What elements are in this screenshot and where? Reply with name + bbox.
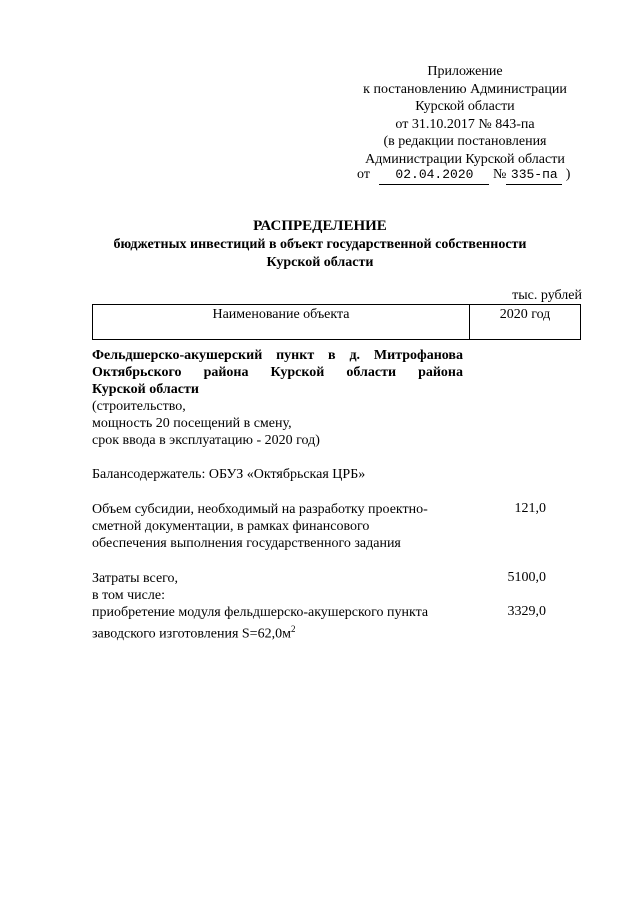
object-name-line-3: Курской области — [92, 382, 199, 397]
header-line-resolution: к постановлению Администрации — [363, 81, 567, 97]
costs-item-superscript: 2 — [290, 624, 296, 634]
costs-item-value: 3329,0 — [507, 604, 546, 619]
costs-item-text: заводского изготовления S=62,0м — [92, 626, 291, 642]
from-label: от — [357, 167, 370, 182]
subsidy-line-3: обеспечения выполнения государственного задания — [92, 536, 401, 551]
subsidy-line-1: Объем субсидии, необходимый на разработку проектно- — [92, 502, 428, 517]
costs-total-value: 5100,0 — [507, 570, 546, 585]
subtitle-line-2: Курской области — [266, 255, 374, 270]
header-line-new-date — [357, 166, 570, 185]
costs-total-label: Затраты всего, — [92, 571, 179, 586]
balance-holder: Балансодержатель: ОБУЗ «Октябрьская ЦРБ» — [92, 467, 366, 482]
subsidy-line-2: сметной документации, в рамках финансового — [92, 519, 370, 534]
object-name-line-1: Фельдшерско-акушерский пункт в д. Митрофанова — [92, 348, 463, 363]
number-label: № — [492, 167, 507, 182]
subsidy-value: 121,0 — [514, 501, 546, 516]
date-value: 02.04.2020 — [379, 166, 489, 185]
object-name-line-2: Октябрьского района Курской области района — [92, 365, 463, 380]
closing-bracket: ) — [565, 167, 571, 182]
column-header-year: 2020 год — [470, 305, 581, 340]
object-detail-3: срок ввода в эксплуатацию - 2020 год) — [92, 433, 320, 448]
units-label: тыс. рублей — [512, 288, 582, 303]
column-header-table — [92, 304, 581, 340]
header-line-date: от 31.10.2017 № 843-па — [395, 116, 535, 132]
costs-including-label: в том числе: — [92, 588, 165, 603]
document-title: РАСПРЕДЕЛЕНИЕ — [253, 218, 387, 234]
header-line-administration: Администрации Курской области — [365, 151, 565, 167]
number-value: 335-па — [506, 166, 562, 185]
header-line-appendix: Приложение — [427, 64, 503, 79]
costs-item-line-2 — [92, 621, 295, 643]
header-line-region: Курской области — [415, 99, 515, 114]
costs-item-line-1: приобретение модуля фельдшерско-акушерского пункта — [92, 605, 429, 620]
object-detail-1: (строительство, — [92, 399, 186, 414]
subtitle-line-1: бюджетных инвестиций в объект государственной собственности — [113, 237, 527, 252]
object-detail-2: мощность 20 посещений в смену, — [92, 416, 292, 431]
header-line-edition: (в редакции постановления — [383, 134, 547, 149]
column-header-name: Наименование объекта — [93, 305, 470, 340]
